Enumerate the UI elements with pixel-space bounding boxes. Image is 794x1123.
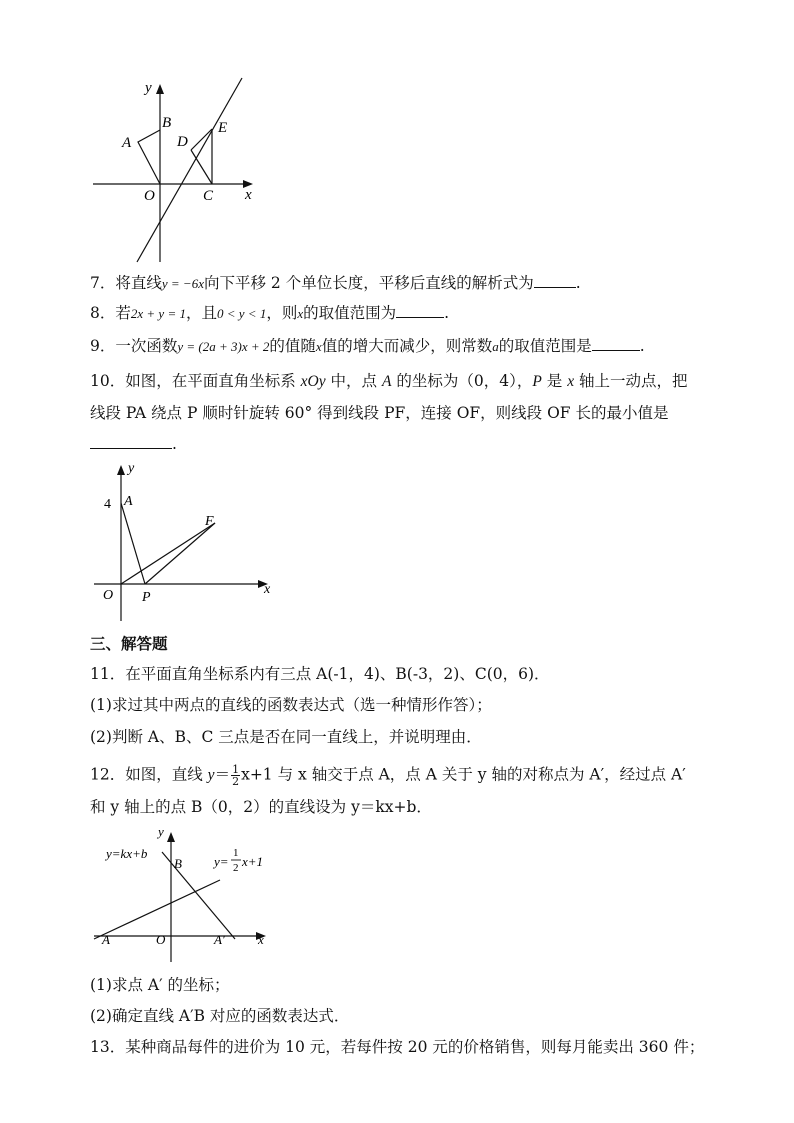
question-12-line-2: 和 y 轴上的点 B（0，2）的直线设为 y＝kx+b．: [90, 798, 432, 816]
answer-blank[interactable]: [396, 303, 444, 318]
label-y: y: [158, 824, 164, 839]
figure-1: [85, 72, 265, 267]
label-a: A: [122, 135, 132, 151]
label-f: F: [205, 514, 214, 529]
label-a-prime: A′: [214, 932, 225, 947]
label-x1: x+1: [242, 854, 264, 869]
fraction-one-half: $\frac{1}{2}$: [232, 763, 240, 788]
y-axis-arrow: [156, 84, 164, 94]
label-y: y: [145, 80, 152, 96]
label-frac-den: 2: [233, 862, 239, 874]
segment-de: [191, 129, 212, 150]
question-9: 9．一次函数y = (2a + 3)x + 2的值随x值的增大而减少，则常数a的取值范围是 .: [90, 337, 645, 355]
question-13-line-1: 13．某种商品每件的进价为 10 元，若每件按 20 元的价格销售，则每月能卖出 360 件；: [90, 1038, 705, 1056]
label-c: C: [203, 188, 214, 204]
answer-blank[interactable]: [592, 336, 640, 351]
line-half-x-plus-1: [94, 880, 220, 939]
question-12-part-2: (2)确定直线 A′B 对应的函数表达式．: [90, 1007, 350, 1025]
label-frac-num: 1: [233, 847, 239, 859]
label-a: A: [124, 494, 133, 509]
question-7: 7．将直线y = −6x向下平移 2 个单位长度，平移后直线的解析式为 .: [90, 274, 581, 292]
question-11-line-3: (2)判断 A、B、C 三点是否在同一直线上，并说明理由．: [90, 728, 482, 746]
segment-of: [121, 523, 215, 584]
q7-formula: y = −6x: [161, 276, 204, 291]
question-10-line-3: .: [90, 434, 177, 454]
segment-pa: [121, 503, 145, 584]
label-o: O: [103, 588, 114, 603]
question-8: 8．若2x + y = 1，且0 < y < 1，则x的取值范围为 .: [90, 304, 450, 322]
label-y: y: [128, 461, 135, 476]
label-x: x: [245, 187, 252, 203]
figure-3: [90, 820, 280, 965]
label-b: B: [174, 856, 182, 871]
triangle-oab: [138, 130, 160, 184]
label-four: 4: [104, 497, 111, 512]
label-x: x: [264, 582, 271, 597]
label-e: E: [218, 120, 228, 136]
segment-dc: [191, 150, 212, 184]
section-heading: 三、解答题: [90, 635, 168, 653]
y-axis-arrow: [167, 832, 175, 842]
question-10-line-1: 10．如图，在平面直角坐标系 xOy 中，点 A 的坐标为（0，4），P 是 x 轴上一动点，把: [90, 372, 688, 390]
label-x: x: [258, 932, 264, 947]
answer-blank[interactable]: [90, 434, 172, 449]
question-10-line-2: 线段 PA 绕点 P 顺时针旋转 60° 得到线段 PF，连接 OF，则线段 OF 长的最小值是: [90, 404, 669, 422]
segment-pf: [145, 523, 215, 584]
label-d: D: [177, 134, 188, 150]
figure-2: [88, 455, 288, 625]
label-o: O: [156, 932, 166, 947]
label-eq2: y=: [214, 854, 229, 869]
question-12-line-1: 12．如图，直线 y＝ $\frac{1}{2}$ x+1 与 x 轴交于点 A，点 A 关于 y 轴的对称点为 A′，经过点 A′: [90, 763, 686, 788]
label-o: O: [144, 188, 155, 204]
label-b: B: [162, 115, 172, 131]
answer-blank[interactable]: [534, 273, 576, 288]
label-p: P: [142, 590, 151, 605]
y-axis-arrow: [117, 465, 125, 475]
label-a: A: [102, 932, 110, 947]
question-11-line-2: (1)求过其中两点的直线的函数表达式（选一种情形作答）；: [90, 696, 492, 714]
question-11-line-1: 11．在平面直角坐标系内有三点 A(-1，4)、B(-3，2)、C(0，6)．: [90, 665, 550, 683]
question-12-part-1: (1)求点 A′ 的坐标；: [90, 976, 230, 994]
label-kxb: y=kx+b: [106, 846, 148, 861]
